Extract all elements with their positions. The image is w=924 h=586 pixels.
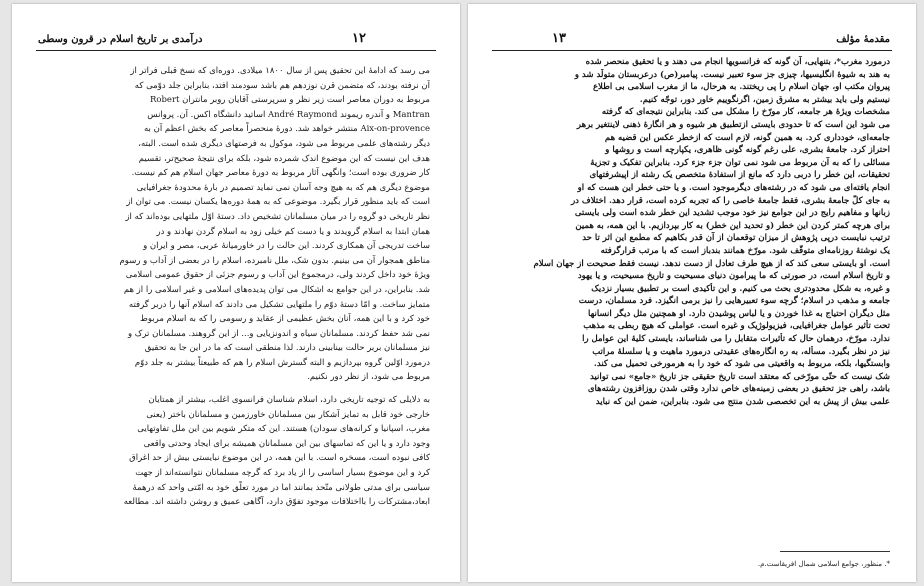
text-line: ساخت تدریجی آن همکاری کردند. این حالت را در خاورمیانهٔ عربی، مصر و ایران و bbox=[143, 241, 430, 252]
text-line: Aix-on-provence منتشر خواهد شد. دورهٔ منحصراً معاصر که بخش اعظم آن به bbox=[144, 124, 430, 135]
text-line: انجام یافته‌ای می شود که در رشته‌های دیگرموجود است. و یا حتی خطر این هست که او bbox=[577, 182, 890, 193]
text-line: پیروان مکتب او، جهان اسلام را پی ریختند. به هرحال، ما از مغرب اسلامی بی اطلاع bbox=[592, 82, 890, 93]
text-line: Mantran و آندره ریموند André Raymond اساتید دانشگاه اکس. آن. پروانس bbox=[147, 109, 430, 120]
text-line: ابعاد،مشترکات را بااختلافات موجود تفوّق دارد، آگاهی عمیق و روشن داشته اند. مطالعه bbox=[123, 497, 430, 508]
text-line: هدف این نیست که این موضوع اندک شمرده شود، بلکه برای نتیجهٔ صحیح‌تر، تقسیم bbox=[138, 153, 430, 164]
text-line: ندارد. مورّخ، درهمان حال که تأثیرات متقابل را می شناساند، بایستی کلیهٔ این عوامل را bbox=[582, 334, 890, 345]
text-line: وجود دارد و یا این که تماسهای بین این مسلمانان همیشه برای ایجاد وحدتی واقعی bbox=[143, 438, 430, 449]
text-line: علمی بیش از پیش به این تخصصی شدن منتج می شود. بنابراین، ضمن این که نباید bbox=[595, 397, 890, 408]
page-body-text bbox=[42, 64, 430, 510]
text-line: یک نوشتهٔ روزنامه‌ای متوقّف شود. مورّخ همانند بندباز است که با مرتب قرارگرفته bbox=[600, 245, 890, 256]
left-page bbox=[12, 4, 460, 582]
paragraph-gap bbox=[42, 385, 430, 393]
text-line: باشد، راهی جز تحقیق در بعضی زمینه‌های خاص ندارد وقتی شدن روزافزون رشته‌های bbox=[587, 384, 890, 395]
text-line: موضوع دیگری هم که به هیچ وجه آسان نمی نماید تصمیم در بارهٔ محدودهٔ جغرافیایی bbox=[136, 182, 430, 193]
text-line: مناطق همجوار آن می بینیم. بدون شک، ملل نامبرده، اسلام را در بعضی از آداب و رسوم bbox=[119, 255, 430, 266]
text-line: مربوط به دوران معاصر است زیر نظر و سرپرستی آقایان روبر مانتران Robert bbox=[149, 95, 430, 106]
text-line: کار ضروری بوده است؛ وانگهی آثار مربوط به دورهٔ معاصر جهان اسلام هم کم نیست. bbox=[131, 168, 430, 179]
text-line: مسائلی را که به آن مربوط می شود نمی توان جزء جزء کرد. بنابراین تفکیک و تجزیهٔ bbox=[590, 157, 890, 168]
running-title: درآمدی بر تاریخ اسلام در قرون وسطی bbox=[38, 34, 203, 45]
text-line: همان ابتدا به اسلام گرویدند و یا دست کم خیلی زود به اسلام گردن نهادند و در bbox=[156, 226, 430, 237]
text-line: می شود این است که تا حدودی بایستی ازتطبیق هر شیوه و هر انگارهٔ ذهنی لاینتغیر برهر bbox=[576, 119, 890, 130]
text-line: و غیره، به شکل محدودتری بحث می کنیم. و این تأکیدی است بر تطبیق بسیار نزدیک bbox=[591, 283, 890, 294]
text-line: درمورد اوّلین گروه بپردازیم و البته گسترش اسلام را هم که طبیعتاً بیشتر به جلد دوّم bbox=[134, 357, 430, 368]
text-line: شد. بنابراین، در این جوامع به اشکال می توان پدیده‌های اسلامی و غیر اسلامی را از هم bbox=[123, 284, 430, 295]
page-header bbox=[36, 31, 436, 51]
text-line: شک نیست که حتّی مورّخی که معتقد است تاریخ حقیقی جز تاریخ «جامع» نمی توانید bbox=[589, 371, 890, 382]
text-line: تحت تأثیر عوامل جغرافیایی، فیزیولوژیک و غیره است. عواملی که هیچ ربطی به مذهب bbox=[583, 321, 890, 332]
text-line: ترتیب نبایست درپی پژوهش از میزان توقعمان از آن قدر بکاهیم که مطمع این اثر تا حد bbox=[582, 233, 890, 244]
text-line: جامعه‌ای، خودداری کرد. به همین گونه، لازم است که ازخطر عکس این قضیه هم bbox=[604, 132, 890, 143]
text-line: و تاریخ اسلام است، در صورتی که ما پیرامون دنیای مسیحیت و تاریخ مسیحیت، و یا یهود bbox=[577, 271, 890, 282]
text-line: نمی شد حفظ کردند. مسلمانان سیاه و اندونزیایی و... از این گروهند. مسلمانان ترک و bbox=[127, 328, 430, 339]
text-line: آن نرفته بودند، که متضمن قرن نوزدهم هم باشد سودمند افتد، بنابراین جلد دوّمی که bbox=[134, 80, 430, 91]
page-number: ۱۲ bbox=[352, 31, 366, 46]
page-number: ۱۳ bbox=[552, 31, 566, 46]
text-line: کافی نبوده است، مسخره است. با این همه، در این موضوع نبایستی بیش از حد اغراق bbox=[129, 453, 430, 464]
text-line: است که باید منظور قرار بگیرد. موضوعی که به همهٔ دوره‌ها یکسان نیست. می توان از bbox=[126, 197, 430, 208]
text-line: خارجی خود قابل به تمایز آشکار بین مسلمانان خاورزمین و مسلمانان باختر (یعنی bbox=[146, 409, 430, 420]
right-page bbox=[468, 4, 916, 582]
text-line: نیز در نظر بگیرد. مسأله، به ره انگاره‌های عقیدتی درمورد ماهیت و یا سلسلهٔ مراتب bbox=[592, 346, 890, 357]
footnote-rule bbox=[780, 551, 890, 552]
text-line: مشخصات ویژهٔ هر جامعه، کار مورّخ را مشکل می کند. بنابراین نتیجه‌ای که گرفته bbox=[601, 107, 890, 118]
text-line: کرد و این موضوع بسیار اساسی را از یاد برد که گرچه مسلمانان نتوانسته‌اند از جهت bbox=[135, 468, 430, 479]
text-line: دیگر رشته‌های علمی مربوط می شود، موکول به فرصتهای دیگری شده است. البته، bbox=[138, 138, 430, 149]
footnote: *. منظور، جوامع اسلامی شمال افریقاست.م. bbox=[757, 560, 890, 568]
text-line: برای هرچه کمتر کردن این خطر (و تحدید این خطر) به کار بپردازیم. با این همه، به همین bbox=[575, 220, 890, 231]
text-line: نیستیم ولی باید بیشتر به مشرق زمین، اگرنگوییم خاور دور، توجّه کنیم. bbox=[639, 94, 890, 105]
text-line: جامعه و مذهب در اسلام؛ گرچه سوء تعبیرهایی را نیز برمی انگیزد. فرد مسلمان، درست bbox=[578, 296, 890, 307]
text-line: درمورد مغرب*، بتنهایی، آن گونه که فرانسویها انجام می دهند و یا تحقیق منحصر شده bbox=[585, 57, 890, 67]
text-line: سیاسی برای مدتی طولانی متّحد بمانند اما در مورد تعلّق خود به امّتی واحد که درهمهٔ bbox=[132, 482, 430, 493]
text-line: تحقیقات، این خطر را دربی دارد که مانع از استفادهٔ متخصص یک رشته از اپیشرفتهای bbox=[589, 170, 890, 181]
text-line: نظر تاریخی دو گروه را در میان مسلمانان تشخیص داد. دستهٔ اوّل ملتهایی بوده‌اند که از bbox=[125, 211, 430, 222]
text-line: است. او بایستی سعی کند که از هیچ طرف تعادل از دست ندهد. نیست فقط صحیحت از جهان اسلام bbox=[533, 258, 890, 269]
running-title: مقدمهٔ مؤلف bbox=[836, 34, 890, 45]
text-line: احتراز کرد. جامعهٔ بشری، علی رغم گونه گونی ظاهری، یکپارچه است و روشها و bbox=[605, 145, 890, 156]
text-line: مثل دیگران احتیاج به غذا خوردن و یا لباس پوشیدن دارد. او همچنین مثل دیگر انسانها bbox=[587, 308, 890, 319]
text-line: به دلایلی که توجیه تاریخی دارد، اسلام شناسان فرانسوی اغلب، بیشتر از همتایان bbox=[148, 395, 430, 406]
page-body-text bbox=[494, 56, 890, 409]
text-line: به جای کلّ جامعهٔ بشری، فقط جامعهٔ خاصی را که تجربه کرده است، قرار دهد. اختلاف در bbox=[571, 195, 890, 206]
page-header bbox=[492, 31, 892, 51]
text-line: نیز مسلمانان بربر حالت بینابینی دارند. لذا منطقی است که ما در این جا به تحقیق bbox=[144, 343, 430, 354]
text-line: متمایز ساخت. و امّا دستهٔ دوّم را ملتهایی تشکیل می دادند که اسلام آنها را دربر گرفته bbox=[128, 299, 430, 310]
text-line: زبانها و مفاهیم رایج در این جوامع نیز خود موجب تشدید این خطر شده است ولی بایستی bbox=[574, 208, 890, 219]
text-line: مربوط می شود، از نظر دور نکنیم. bbox=[307, 372, 430, 383]
text-line: می رسد که ادامهٔ این تحقیق پس از سال ۱۸۰۰ میلادی. دوره‌ای که نسخ قبلی فراتر از bbox=[130, 66, 430, 76]
text-line: ویژهٔ خود داخل کردند ولی، درمجموع این آداب و رسوم جزئی از حقوق عمومی اسلامی bbox=[125, 270, 430, 281]
text-line: مغرب، اسپانیا و کرانه‌های سودان) هستند. این که متکر شویم بین این ملل تفاوتهایی bbox=[137, 424, 430, 435]
text-line: وابستگیها، بلکه، مربوط به واقعیتی می شود که خود را به هرمورخی تحمیل می کند. bbox=[593, 359, 890, 370]
text-line: خود کرد و با این همه، آنان بخش عظیمی از عقاید و رسومی را که به اسلام مربوط bbox=[140, 314, 430, 325]
text-line: به هند به شیوهٔ انگلیسیها، چیزی جز سوء تعبیر نیست. پیامبر(ص) درعربستان متولّد شد و bbox=[574, 69, 890, 80]
